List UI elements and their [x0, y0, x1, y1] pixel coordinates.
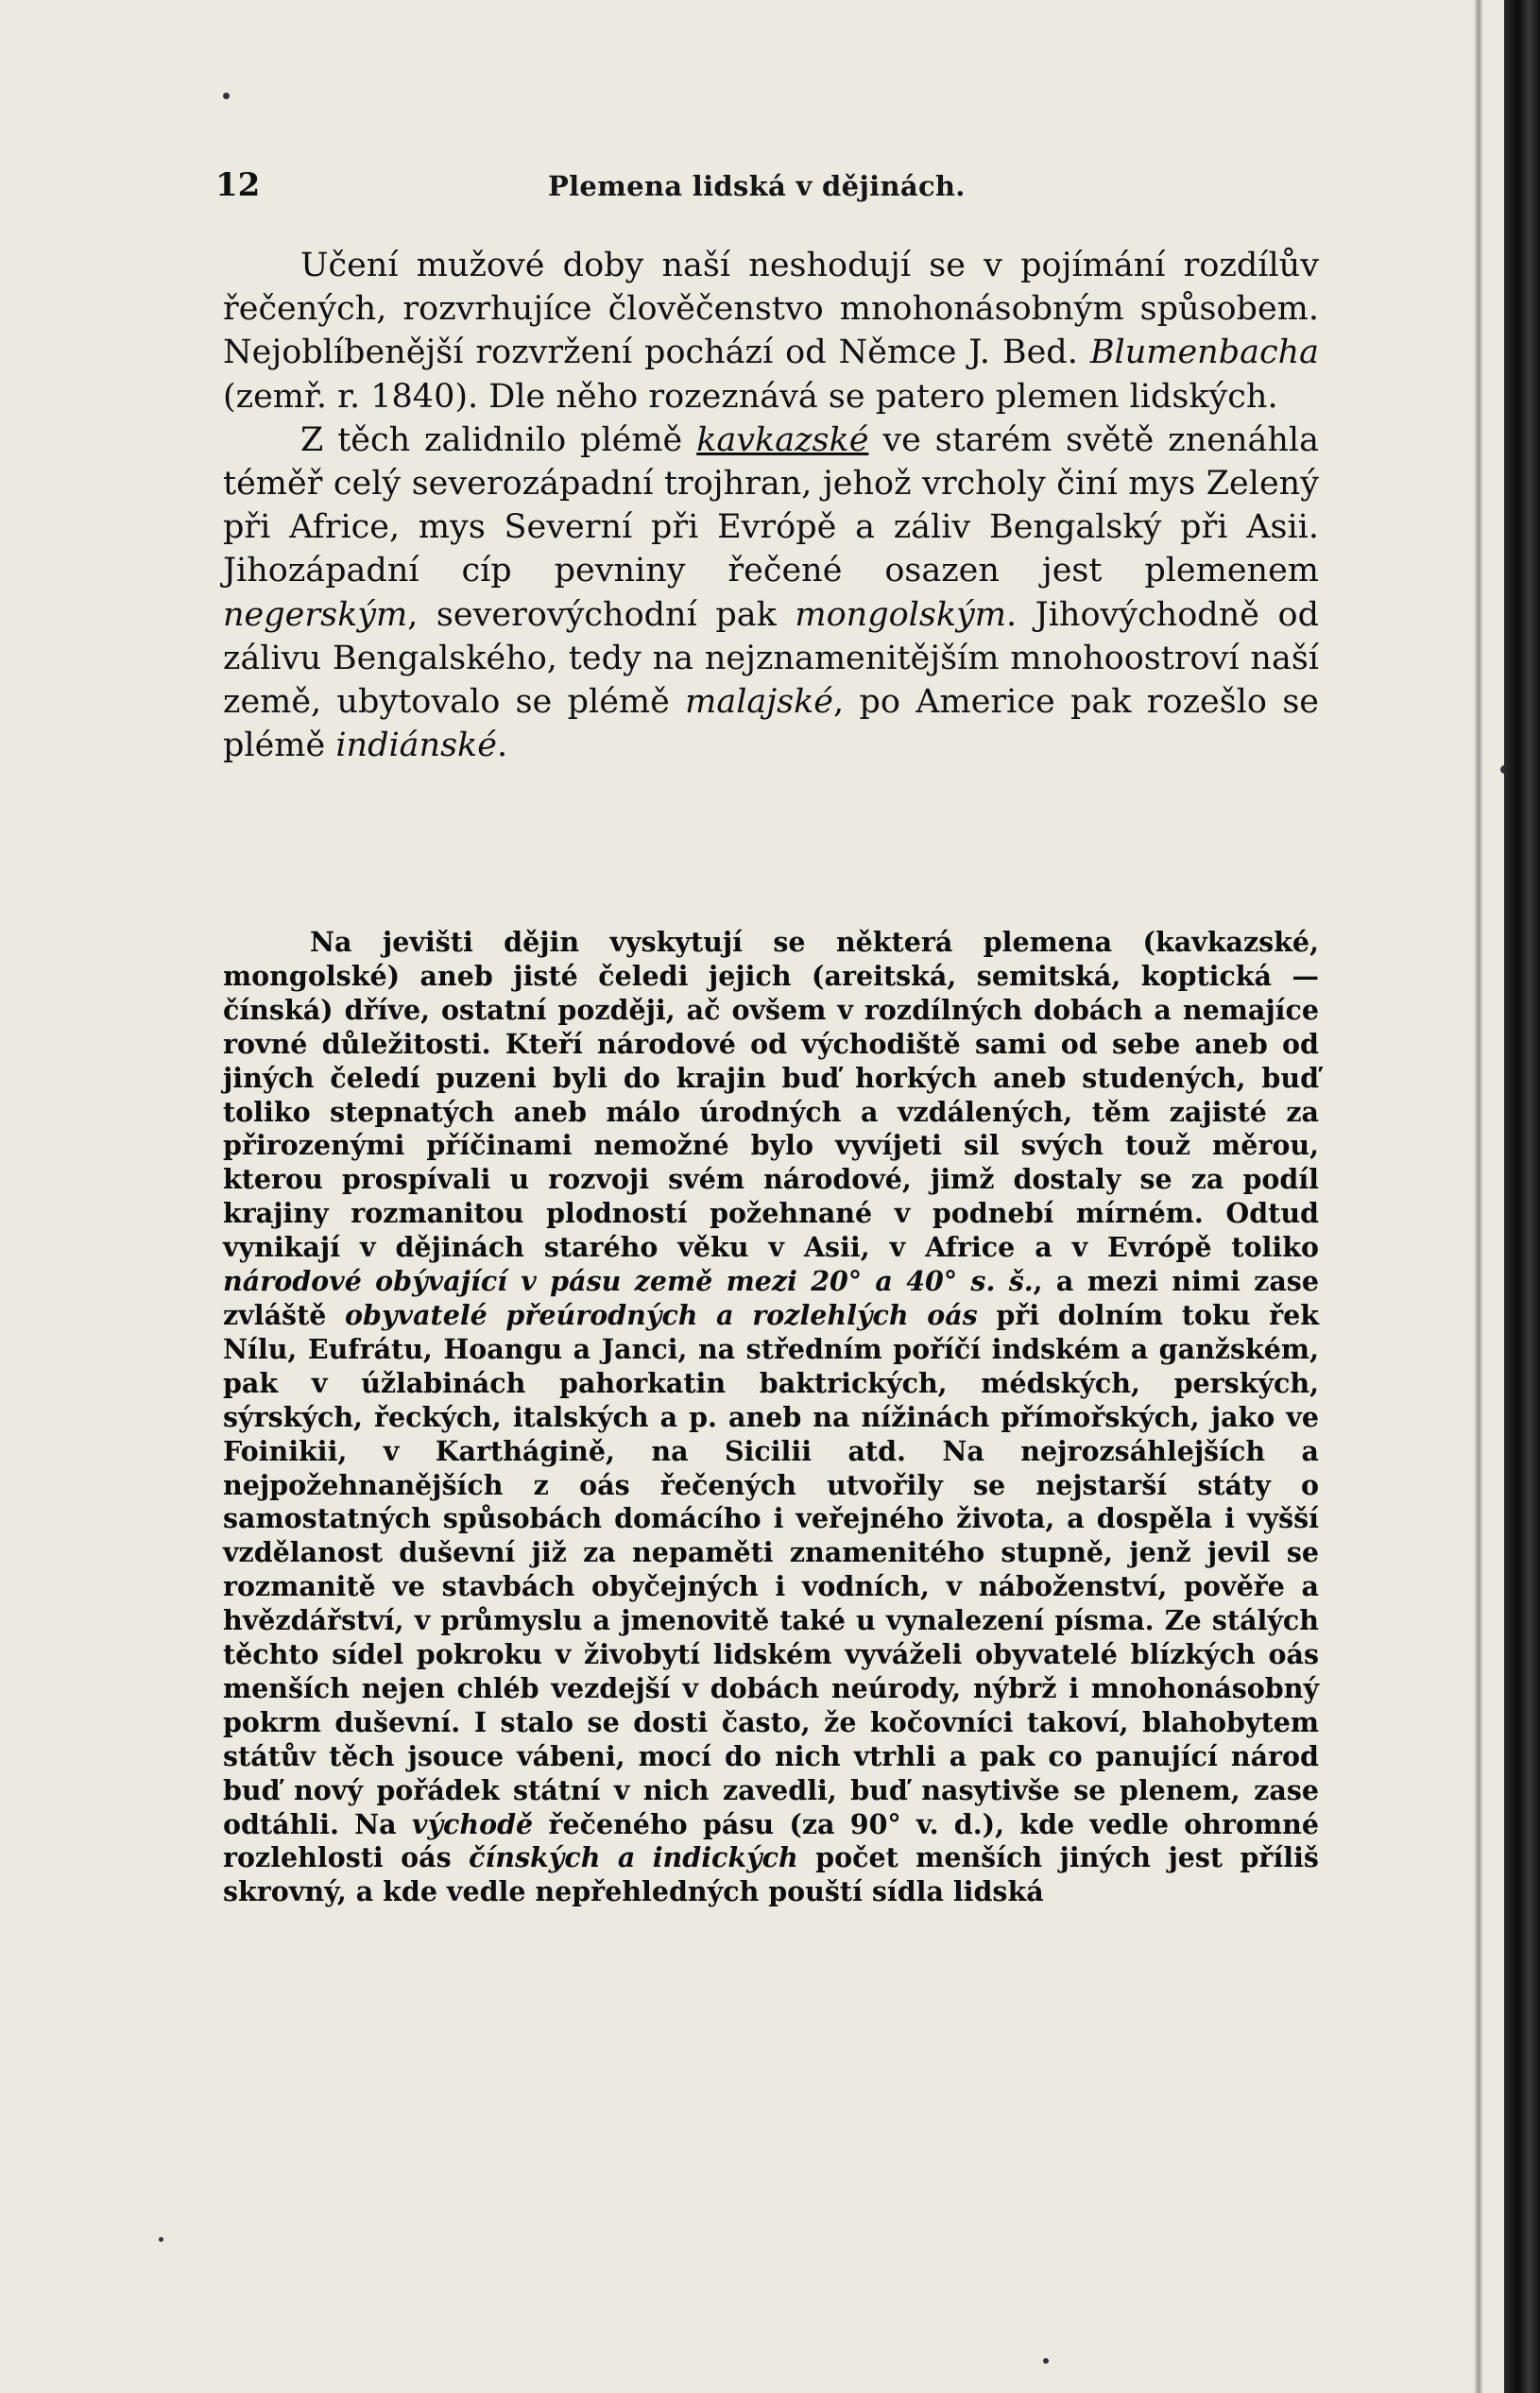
ink-speck: [1043, 2358, 1049, 2364]
italic-run: východě: [411, 1807, 534, 1840]
italic-run: indiánské: [335, 726, 497, 765]
text-run: (zemř. r. 1840). Dle něho rozeznává se patero plemen lidských.: [223, 377, 1278, 416]
text-run: Na jevišti dějin vyskytují se některá plemena (kavkazské, mongolské) aneb jisté čeledi jejich (areitská, semitská, koptická — čínská) dříve, ostatní později, ač ovšem v rozdílných dobách a nemajíce rovné důležitosti. Kteří národové od východiště sami od sebe aneb od jiných čeledí puzeni byli do krajin buď horkých aneb studených, buď toliko stepnatých aneb málo úrodných a vzdálených, těm zajisté za přirozenými příčinami nemožné bylo vyvíjeti sil svých touž měrou, kterou prospívali u rozvoji svém národové, jimž dostaly se za podíl krajiny rozmanitou plodností požehnané v podnebí mírném. Odtud vynikají v dějinách starého věku v Asii, v Africe a v Evrópě toliko: [223, 926, 1319, 1264]
text-run: řečeného pásu (za 90° v. d.), kde vedle ohromné rozlehlosti oás: [223, 1807, 1320, 1874]
italic-run: malajské: [685, 683, 833, 722]
paragraph-2: [223, 419, 1319, 768]
text-run: . Jihovýchodně od zálivu Bengalského, tedy na nejznamenitějším mnohoostroví naší země, ubytovalo se plémě: [223, 595, 1319, 722]
italic-run: mongolským: [795, 595, 1006, 634]
text-run: ve starém světě znenáhla téměř celý severozápadní trojhran, jehož vrcholy činí mys Zelený při Africe, mys Severní při Evrópě a záliv Bengalský při Asii. Jihozápadní cíp pevniny řečené osazen jest plemenem: [223, 420, 1319, 590]
running-head: Plemena lidská v dějinách.: [548, 170, 966, 202]
text-run: při dolním toku řek Nílu, Eufrátu, Hoangu a Janci, na středním poříčí indském a ganžském, pak v úžlabinách pahorkatin baktrických, médských, perských, sýrských, řeckých, italských a p. aneb na nížinách přímořských, jako ve Foinikii, v Karthágině, na Sicilii atd. Na nejrozsáhlejších a nejpožehnanějších z oás řečených utvořily se nejstarší státy o samostatných spůsobách domácího i veřejného života, a dospěla i vyšší vzdělanost duševní již za nepaměti znamenitého stupně, jenž jevil se rozmanitě ve stavbách obyčejných i vodních, v náboženství, pověře a hvězdářství, v průmyslu a jmenovitě také u vynalezení písma. Ze stálých těchto sídel pokroku v živobytí lidském vyváželi obyvatelé blízkých oás menších nejen chléb vezdejší v dobách neúrody, nýbrž i mnohonásobný pokrm duševní. I stalo se dosti často, že kočovníci takoví, blahobytem státův těch jsouce vábeni, mocí do nich vtrhli a pak co panující národ buď nový pořádek státní v nich zavedli, buď nasytivše se plenem, zase odtáhli. Na: [223, 1298, 1319, 1840]
text-run: .: [496, 726, 508, 765]
paragraph-3: [223, 926, 1319, 1909]
ink-speck: [223, 93, 230, 99]
italic-run: čínských a indických: [469, 1841, 798, 1874]
page-header: [215, 166, 1326, 214]
gutter-shadow: [1474, 0, 1483, 2393]
italic-run: obyvatelé přeúrodných a rozlehlých oás: [345, 1298, 978, 1331]
text-run: , a mezi nimi zase zvláště: [223, 1265, 1319, 1331]
italic-run: Blumenbacha: [1089, 333, 1319, 372]
italic-run: kavkazské: [696, 420, 869, 459]
text-run: , po Americe pak rozešlo se plémě: [223, 683, 1319, 765]
text-run: , severovýchodní pak: [407, 595, 796, 634]
intro-paragraphs: [223, 244, 1319, 767]
page-edge: [1504, 0, 1540, 2393]
page-number: 12: [215, 166, 261, 204]
ink-speck: [159, 2237, 163, 2242]
text-run: Z těch zalidnilo plémě: [300, 420, 697, 459]
italic-run: negerským: [223, 595, 408, 634]
text-run: počet menších jiných jest příliš skrovný, a kde vedle nepřehledných pouští sídla lidská: [223, 1841, 1319, 1908]
italic-run: národové obývající v pásu země mezi 20° a 40° s. š.: [223, 1265, 1034, 1298]
text-run: Učení mužové doby naší neshodují se v pojímání rozdílův řečených, rozvrhujíce člověčenstvo mnohonásobným spůsobem. Nejoblíbenější rozvržení pochází od Němce J. Bed.: [223, 247, 1319, 372]
paragraph-1: [223, 244, 1319, 419]
